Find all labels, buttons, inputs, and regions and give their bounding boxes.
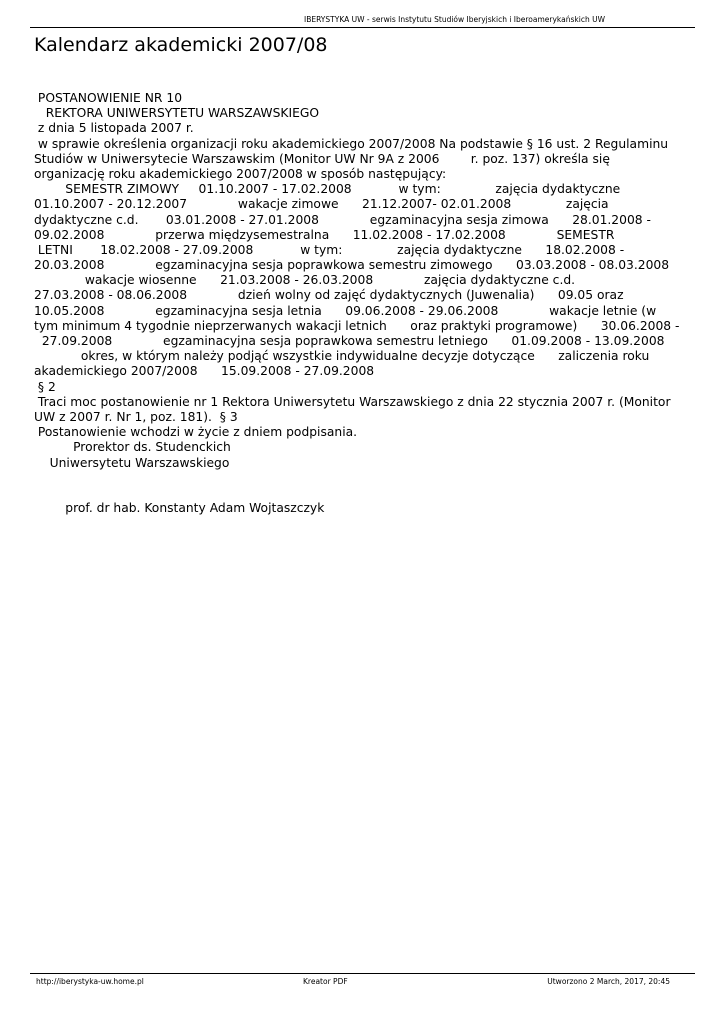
document-body <box>34 91 688 516</box>
document-line: Studiów w Uniwersytecie Warszawskim (Monitor UW Nr 9A z 2006 r. poz. 137) określa się <box>34 151 610 166</box>
document-line: tym minimum 4 tygodnie nieprzerwanych wakacji letnich oraz praktyki programowe) 30.06.2008 - <box>34 318 680 333</box>
document-line: REKTORA UNIWERSYTETU WARSZAWSKIEGO <box>34 106 320 121</box>
document-line: 27.03.2008 - 08.06.2008 dzień wolny od zajęć dydaktycznych (Juwenalia) 09.05 oraz <box>34 288 624 303</box>
document-line <box>34 471 688 486</box>
page-title: Kalendarz akademicki 2007/08 <box>34 34 328 56</box>
footer-divider <box>30 973 695 974</box>
footer-created-date: Utworzono 2 March, 2017, 20:45 <box>547 977 670 986</box>
document-line: Traci moc postanowienie nr 1 Rektora Uniwersytetu Warszawskiego z dnia 22 stycznia 2007 r. (Monitor <box>34 394 671 409</box>
document-line: dydaktyczne c.d. 03.01.2008 - 27.01.2008 egzaminacyjna sesja zimowa 28.01.2008 - <box>34 212 651 227</box>
document-line: okres, w którym należy podjąć wszystkie indywidualne decyzje dotyczące zaliczenia roku <box>34 349 650 364</box>
document-line: § 2 <box>34 379 56 394</box>
document-line: Postanowienie wchodzi w życie z dniem podpisania. <box>34 425 358 440</box>
document-line: Prorektor ds. Studenckich <box>34 440 231 455</box>
document-line: akademickiego 2007/2008 15.09.2008 - 27.09.2008 <box>34 364 375 379</box>
document-line: wakacje wiosenne 21.03.2008 - 26.03.2008 zajęcia dydaktyczne c.d. <box>34 273 576 288</box>
document-line: 09.02.2008 przerwa międzysemestralna 11.02.2008 - 17.02.2008 SEMESTR <box>34 227 615 242</box>
document-line: z dnia 5 listopada 2007 r. <box>34 121 194 136</box>
header-divider <box>30 27 695 28</box>
footer-url: http://iberystyka-uw.home.pl <box>36 977 144 986</box>
document-line: organizację roku akademickiego 2007/2008 w sposób następujący: <box>34 166 447 181</box>
document-line: 10.05.2008 egzaminacyjna sesja letnia 09.06.2008 - 29.06.2008 wakacje letnie (w <box>34 303 657 318</box>
document-line: w sprawie określenia organizacji roku akademickiego 2007/2008 Na podstawie § 16 ust. 2 Regulaminu <box>34 136 669 151</box>
document-line: 27.09.2008 egzaminacyjna sesja poprawkowa semestru letniego 01.09.2008 - 13.09.2008 <box>34 334 665 348</box>
document-line: 01.10.2007 - 20.12.2007 wakacje zimowe 21.12.2007- 02.01.2008 zajęcia <box>34 197 609 212</box>
document-line: UW z 2007 r. Nr 1, poz. 181). § 3 <box>34 409 238 424</box>
document-line: POSTANOWIENIE NR 10 <box>34 91 183 105</box>
document-line: SEMESTR ZIMOWY 01.10.2007 - 17.02.2008 w tym: zajęcia dydaktyczne <box>34 182 621 197</box>
document-line: prof. dr hab. Konstanty Adam Wojtaszczyk <box>34 501 325 516</box>
document-line: Uniwersytetu Warszawskiego <box>34 455 230 470</box>
header-site-title: IBERYSTYKA UW - serwis Instytutu Studiów Iberyjskich i Iberoamerykańskich UW <box>303 15 605 24</box>
document-line <box>34 486 688 501</box>
document-line: 20.03.2008 egzaminacyjna sesja poprawkowa semestru zimowego 03.03.2008 - 08.03.2008 <box>34 258 670 273</box>
footer-generator: Kreator PDF <box>303 977 348 986</box>
document-line: LETNI 18.02.2008 - 27.09.2008 w tym: zajęcia dydaktyczne 18.02.2008 - <box>34 242 625 257</box>
